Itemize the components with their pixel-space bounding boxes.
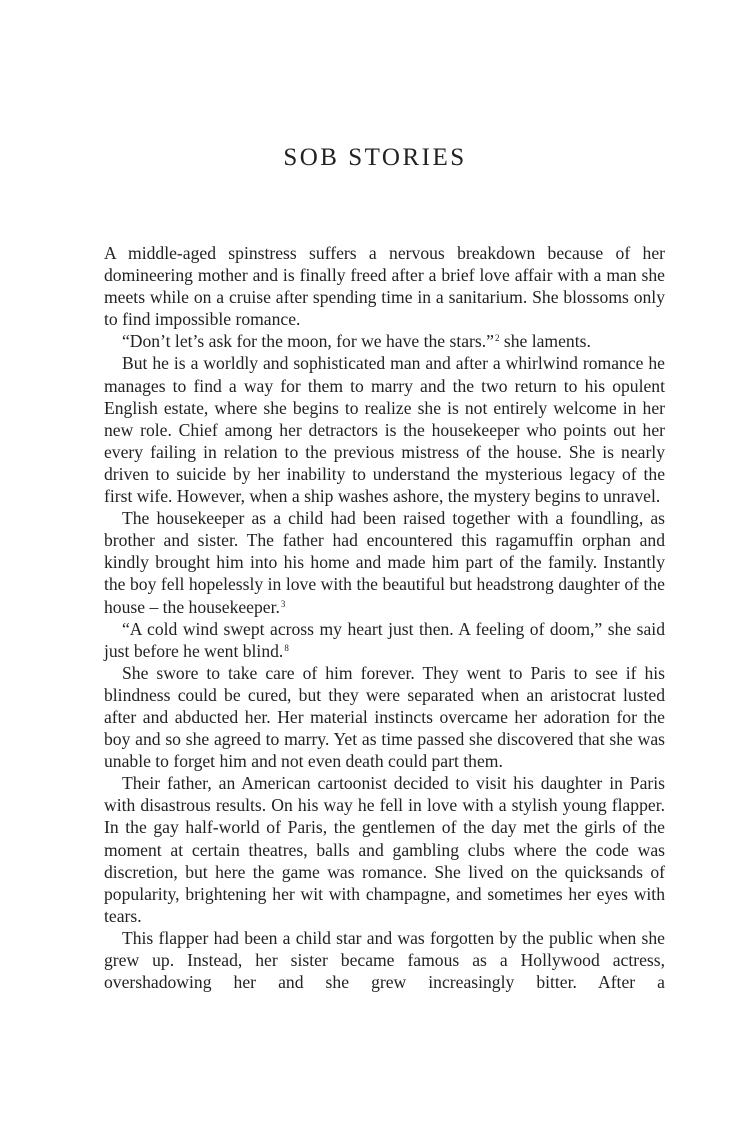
paragraph-text: But he is a worldly and sophisticated man and after a whirlwind romance he manages to find a way for them to marry and the two return to his opulent English estate, where she begins to realize she is not entirely welcome in her new role. Chief among her detractors is the housekeeper who points out her every failing in relation to the previous mistress of the house. She is nearly driven to suicide by her inability to understand the mysterious legacy of the first wife. However, when a ship washes ashore, the mystery begins to unravel.	[104, 353, 665, 507]
paragraph-1	[104, 242, 665, 330]
paragraph-text: Their father, an American cartoonist decided to visit his daughter in Paris with disastrous results. On his way he fell in love with a stylish young flapper. In the gay half-world of Paris, the gentlemen of the day met the girls of the moment at certain theatres, balls and gambling clubs where the code was discretion, but here the game was romance. She lived on the quicksands of popularity, brightening her wit with champagne, and sometimes her eyes with tears.	[104, 773, 665, 926]
paragraph-text: “A cold wind swept across my heart just then. A feeling of doom,” she said just before he went blind.	[104, 618, 665, 661]
paragraph-3	[104, 352, 665, 507]
paragraph-4	[104, 507, 665, 617]
body-text	[104, 242, 665, 993]
paragraph-6	[104, 662, 665, 772]
paragraph-7	[104, 772, 665, 927]
paragraph-tail: she laments.	[499, 331, 591, 352]
footnote-marker: 2	[494, 333, 500, 344]
footnote-marker: 8	[284, 642, 289, 653]
paragraph-text: This flapper had been a child star and was forgotten by the public when she grew up. Instead, her sister became famous as a Hollywood actress, overshadowing her and she grew increasingly bitter. After a	[104, 927, 665, 993]
paragraph-2	[104, 330, 665, 352]
paragraph-text: A middle-aged spinstress suffers a nervous breakdown because of her domineering mother and is finally freed after a brief love affair with a man she meets while on a cruise after spending time in a sanitarium. She blossoms only to find impossible romance.	[104, 243, 665, 330]
footnote-marker: 3	[280, 598, 286, 609]
chapter-title: SOB STORIES	[283, 144, 467, 171]
paragraph-8	[104, 927, 665, 993]
paragraph-text: The housekeeper as a child had been raised together with a foundling, as brother and sister. The father had encountered this ragamuffin orphan and kindly brought him into his home and made him part of the family. Instantly the boy fell hopelessly in love with the beautiful but headstrong daughter of the house – the housekeeper.	[104, 508, 665, 617]
paragraph-5	[104, 618, 665, 662]
paragraph-text: “Don’t let’s ask for the moon, for we have the stars.”	[122, 331, 494, 352]
paragraph-text: She swore to take care of him forever. They went to Paris to see if his blindness could be cured, but they were separated when an aristocrat lusted after and abducted her. Her material instincts overcame her adoration for the boy and so she agreed to marry. Yet as time passed she discovered that she was unable to forget him and not even death could part them.	[104, 662, 665, 772]
